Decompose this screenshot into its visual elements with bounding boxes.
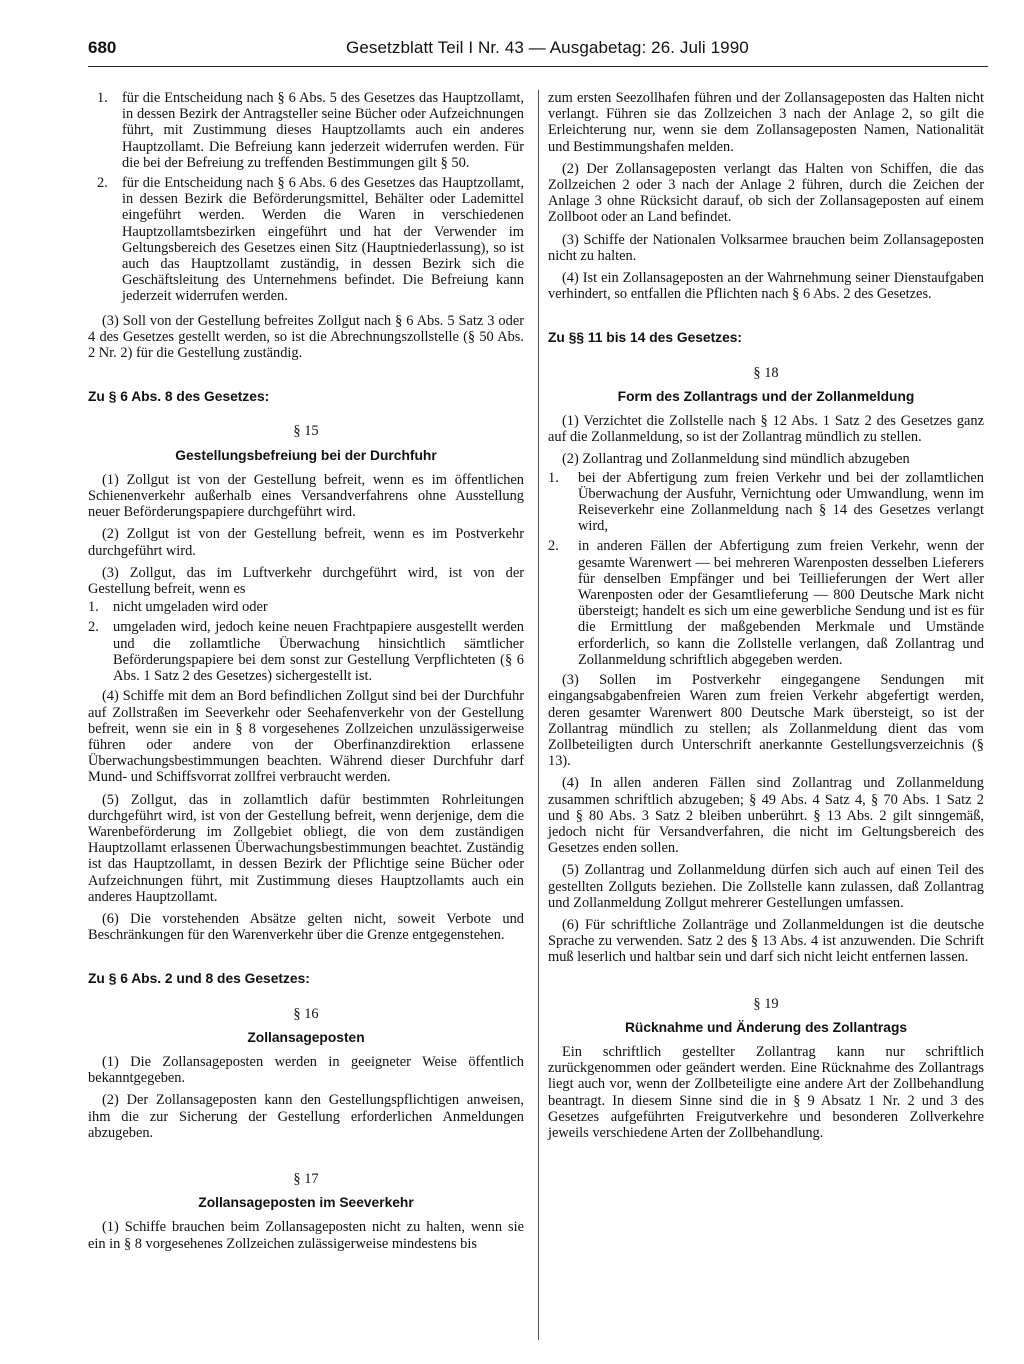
paragraph: (3) Zollgut, das im Luftverkehr durchgeführt wird, ist von der Gestellung befreit, wenn es — [88, 564, 524, 598]
list-item: 1. für die Entscheidung nach § 6 Abs. 5 des Gesetzes das Hauptzollamt, in dessen Bezirk der Antragsteller seine Bücher oder Aufzeichnungen führt, mit Zustimmung dieses Hauptzollamts auch ein anderes Hauptzollamt. Die Befreiung kann jederzeit widerrufen werden. Für die bei der Befreiung zu treffenden Bestimmungen gilt § 50. — [97, 90, 524, 171]
paragraph: (4) Schiffe mit dem an Bord befindlichen Zollgut sind bei der Durchfuhr auf Zollstraßen im Seeverkehr oder Seehafenverkehr von der Gestellung befreit, wenn sie ein in § 8 vorgesehenes Zollzeichen unzulässigerweise führen oder andere von der Oberfinanzdirektion erlassene Überwachungsbestimmungen beachten. Während dieser Durchfuhr darf Mund- und Schiffsvorrat zollfrei verbraucht werden. — [88, 688, 524, 786]
paragraph: (3) Sollen im Postverkehr eingegangene Sendungen mit eingangsabgabenfreien Waren zum freien Verkehr abgefertigt werden, deren gesamter Warenwert 800 Deutsche Mark übersteigt, so ist der Zollantrag mündlich zu stellen; als Zollanmeldung dient das vom Zollbeteiligten durch Unterschrift anerkannte Gestellungsverzeichnis (§ 13). — [548, 672, 984, 770]
list-item: 2. umgeladen wird, jedoch keine neuen Frachtpapiere ausgestellt werden und die zollamtliche Überwachung hinsichtlich sämtlicher Beförderungspapiere bei dem sonst zur Gestellung Verpflichteten (§ 6 Abs. 1 Satz 2 des Gesetzes) sichergestellt ist. — [88, 619, 524, 685]
paragraph: (1) Zollgut ist von der Gestellung befreit, wenn es im öffentlichen Schienenverkehr außerhalb eines Versandverfahrens ohne Ausstellung neuer Beförderungspapiere durchgeführt wird. — [88, 471, 524, 521]
column-separator — [538, 90, 539, 1340]
section-heading: Zu § 6 Abs. 8 des Gesetzes: — [88, 389, 270, 405]
section-number: § 19 — [753, 995, 779, 1012]
section-title: Zollansageposten — [247, 1029, 365, 1045]
paragraph: (2) Zollantrag und Zollanmeldung sind mündlich abzugeben — [562, 451, 910, 468]
right-column — [548, 90, 984, 1147]
paragraph: (4) In allen anderen Fällen sind Zollantrag und Zollanmeldung zusammen schriftlich abzugeben; § 49 Abs. 4 Satz 4, § 70 Abs. 1 Satz 2 und § 80 Abs. 3 Satz 2 bleiben unberührt. § 13 Abs. 2 gilt sinngemäß, jedoch nicht für Versandverfahren, die nicht im Geltungsbereich des Gesetzes enden sollen. — [548, 775, 984, 857]
section-number: § 18 — [753, 364, 779, 381]
section-title: Form des Zollantrags und der Zollanmeldung — [617, 388, 915, 404]
section-title: Zollansageposten im Seeverkehr — [198, 1195, 414, 1211]
paragraph: (2) Der Zollansageposten kann den Gestellungspflichtigen anweisen, ihm die zur Sicherung der Gestellung erforderlichen Anmeldungen abzugeben. — [88, 1092, 524, 1141]
section-number: § 16 — [293, 1005, 319, 1022]
paragraph: (1) Schiffe brauchen beim Zollansageposten nicht zu halten, wenn sie ein in § 8 vorgesehenes Zollzeichen zulässigerweise mindestens bis — [88, 1219, 524, 1252]
list-item: 2. in anderen Fällen der Abfertigung zum freien Verkehr, wenn der gesamte Warenwert — bei mehreren Warenposten desselben Lieferers für denselben Empfänger und bei Teillieferungen der Wert aller Warenposten oder der Gesamtlieferung — 800 Deutsche Mark nicht übersteigt; handelt es sich um eine gewerbliche Sendung und ist es für die Ermittlung der maßgebenden Merkmale und Umstände erforderlich, so kann die Zollstelle verlangen, daß Zollantrag und Zollanmeldung schriftlich abgegeben werden. — [548, 538, 984, 668]
header-title: Gesetzblatt Teil I Nr. 43 — Ausgabetag: 26. Juli 1990 — [346, 38, 749, 57]
list-item: 1. nicht umgeladen wird oder — [88, 599, 268, 616]
paragraph: Ein schriftlich gestellter Zollantrag kann nur schriftlich zurückgenommen oder geändert werden. Eine Rücknahme des Zollantrags liegt auch vor, wenn der Zollbeteiligte eine andere Art der Zollbehandlung beantragt. In diesem Sinne sind die in § 9 Absatz 1 Nr. 2 und 3 des Gesetzes aufgeführten Freigutverkehre und besonderen Zollverkehre jeweils verschiedene Arten der Zollbehandlung. — [548, 1043, 984, 1141]
section-title: Gestellungsbefreiung bei der Durchfuhr — [175, 447, 437, 463]
section-heading: Zu § 6 Abs. 2 und 8 des Gesetzes: — [88, 971, 310, 987]
left-column — [88, 90, 524, 1258]
paragraph: (6) Für schriftliche Zollanträge und Zollanmeldungen ist die deutsche Sprache zu verwenden. Satz 2 des § 13 Abs. 4 ist anzuwenden. Die Schrift muß leserlich und haltbar sein und darf sich nicht leicht entfernen lassen. — [548, 916, 984, 966]
paragraph: zum ersten Seezollhafen führen und der Zollansageposten das Halten nicht verlangt. Führen sie das Zollzeichen 3 nach der Anlage 2, so gilt die Erleichterung nur, wenn sie dem Zollansageposten Namen, Nationalität und Bestimmungshafen melden. — [548, 90, 984, 155]
section-number: § 15 — [293, 423, 319, 440]
page-header — [88, 36, 988, 67]
section-heading: Zu §§ 11 bis 14 des Gesetzes: — [548, 330, 743, 346]
paragraph: (3) Soll von der Gestellung befreites Zollgut nach § 6 Abs. 5 Satz 3 oder 4 des Gesetzes gestellt werden, so ist die Abrechnungszollstelle (§ 50 Abs. 2 Nr. 2) für die Gestellung zuständig. — [88, 312, 524, 362]
list-item: 1. bei der Abfertigung zum freien Verkehr und bei der zollamtlichen Überwachung der Ausfuhr, Vernichtung oder Umwandlung, wenn im Reiseverkehr eine Zollanmeldung nach § 14 des Gesetzes verlangt wird, — [548, 469, 984, 535]
page-number: 680 — [88, 38, 117, 57]
paragraph: (1) Verzichtet die Zollstelle nach § 12 Abs. 1 Satz 2 des Gesetzes ganz auf die Zollanmeldung, so ist der Zollantrag mündlich zu stellen. — [548, 413, 984, 446]
paragraph: (6) Die vorstehenden Absätze gelten nicht, soweit Verbote und Beschränkungen für den Warenverkehr über die Grenze entgegenstehen. — [88, 910, 524, 944]
paragraph: (3) Schiffe der Nationalen Volksarmee brauchen beim Zollansageposten nicht zu halten. — [548, 231, 984, 264]
paragraph: (4) Ist ein Zollansageposten an der Wahrnehmung seiner Dienstaufgaben verhindert, so entfallen die Pflichten nach § 6 Abs. 2 des Gesetzes. — [548, 270, 984, 303]
paragraph: (5) Zollantrag und Zollanmeldung dürfen sich auch auf einen Teil des gestellten Zollguts beziehen. Die Zollstelle kann zulassen, daß Zollantrag und Zollanmeldung Zollgut mehrerer Gestellungen umfassen. — [548, 862, 984, 911]
paragraph: (5) Zollgut, das in zollamtlich dafür bestimmten Rohrleitungen durchgeführt wird, ist von der Gestellung befreit, wenn derjenige, dem die Warenbeförderung im Zollgebiet obliegt, die von dem zuständigen Hauptzollamt erlassenen Überwachungsbestimmungen beachtet. Zuständig ist das Hauptzollamt, in dessen Bezirk der Pflichtige seine Bücher oder Aufzeichnungen führt, mit Zustimmung dieses Hauptzollamts auch ein anderes Hauptzollamt. — [88, 791, 524, 905]
paragraph: (2) Zollgut ist von der Gestellung befreit, wenn es im Postverkehr durchgeführt wird. — [88, 526, 524, 559]
section-number: § 17 — [293, 1170, 319, 1187]
paragraph: (1) Die Zollansageposten werden in geeigneter Weise öffentlich bekanntgegeben. — [88, 1053, 524, 1087]
list-item: 2. für die Entscheidung nach § 6 Abs. 6 des Gesetzes das Hauptzollamt, in dessen Bezirk die Beförderungsmittel, Behälter oder Lademittel eingeführt werden. Werden die Waren in verschiedenen Hauptzollamtsbezirken eingeführt und hat der Verwender im Geltungsbereich des Gesetzes einen Sitz (Hauptniederlassung), so ist auch das Hauptzollamt zuständig, in dessen Bezirk sich die Geschäftsleitung des Unternehmens befindet. Die Befreiung kann jederzeit widerrufen werden. — [97, 175, 524, 305]
section-title: Rücknahme und Änderung des Zollantrags — [624, 1019, 908, 1035]
paragraph: (2) Der Zollansageposten verlangt das Halten von Schiffen, die das Zollzeichen 2 oder 3 nach der Anlage 2 führen, durch die Zeichen der Anlage 3 ohne Rücksicht darauf, ob sich der Zollansageposten auf einem Zollboot oder an Land befindet. — [548, 160, 984, 226]
